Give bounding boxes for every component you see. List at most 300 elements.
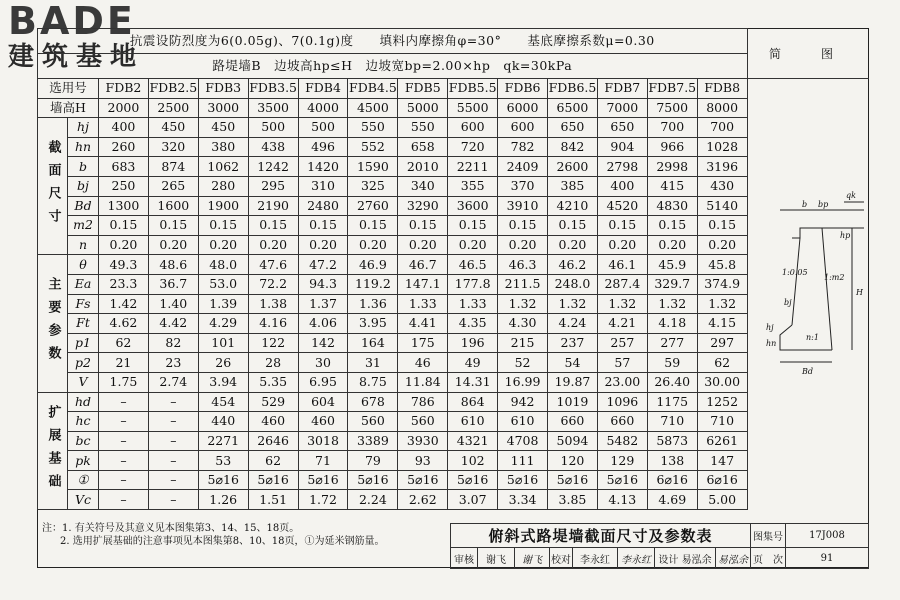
reviewer-signature: 谢飞 [515, 548, 550, 569]
value-cell: 8.75 [348, 372, 398, 392]
value-cell: 295 [248, 176, 298, 196]
value-cell: 59 [647, 353, 697, 373]
value-cell: 658 [398, 137, 448, 157]
value-cell: 2190 [248, 196, 298, 216]
symbol-cell: n [68, 235, 99, 255]
symbol-cell: hn [68, 137, 99, 157]
value-cell: 5⌀16 [597, 470, 647, 490]
value-cell: 610 [448, 412, 498, 432]
value-cell: 400 [597, 176, 647, 196]
value-cell: 0.20 [548, 235, 598, 255]
value-cell: 26.40 [647, 372, 697, 392]
value-cell: 3.34 [498, 490, 548, 510]
value-cell: 4.29 [198, 314, 248, 334]
value-cell: 45.8 [697, 255, 747, 275]
value-cell: 4520 [597, 196, 647, 216]
value-cell: – [148, 451, 198, 471]
value-cell: 280 [198, 176, 248, 196]
value-cell: 454 [198, 392, 248, 412]
value-cell: 1300 [99, 196, 149, 216]
height-cell: 3500 [248, 98, 298, 118]
height-cell: 7500 [647, 98, 697, 118]
table-row [38, 274, 748, 294]
model-header: FDB2 [99, 79, 149, 99]
symbol-cell: θ [68, 255, 99, 275]
value-cell: 4.16 [248, 314, 298, 334]
table-row [38, 470, 748, 490]
value-cell: 62 [99, 333, 149, 353]
value-cell: 0.20 [198, 235, 248, 255]
value-cell: 0.15 [448, 216, 498, 236]
value-cell: 3.95 [348, 314, 398, 334]
value-cell: 1900 [198, 196, 248, 216]
value-cell: 3389 [348, 431, 398, 451]
section-label: 截面尺寸 [38, 118, 68, 255]
value-cell: 16.99 [498, 372, 548, 392]
value-cell: 1062 [198, 157, 248, 177]
value-cell: 529 [248, 392, 298, 412]
symbol-cell: Ea [68, 274, 99, 294]
value-cell: 2760 [348, 196, 398, 216]
value-cell: 3.85 [548, 490, 598, 510]
value-cell: 62 [697, 353, 747, 373]
value-cell: 1.36 [348, 294, 398, 314]
value-cell: 211.5 [498, 274, 548, 294]
symbol-cell: Vc [68, 490, 99, 510]
value-cell: 0.20 [248, 235, 298, 255]
value-cell: 257 [597, 333, 647, 353]
value-cell: – [99, 431, 149, 451]
table-row [38, 353, 748, 373]
value-cell: 1.42 [99, 294, 149, 314]
value-cell: 31 [348, 353, 398, 373]
value-cell: – [99, 392, 149, 412]
symbol-cell: p1 [68, 333, 99, 353]
value-cell: 4.69 [647, 490, 697, 510]
review-label: 审核 [451, 548, 478, 569]
value-cell: 3600 [448, 196, 498, 216]
value-cell: 46.3 [498, 255, 548, 275]
value-cell: 4.06 [298, 314, 348, 334]
model-header: FDB5.5 [448, 79, 498, 99]
value-cell: 4.13 [597, 490, 647, 510]
value-cell: 46.7 [398, 255, 448, 275]
parameter-table [37, 28, 748, 510]
value-cell: 4210 [548, 196, 598, 216]
value-cell: 2271 [198, 431, 248, 451]
value-cell: 5⌀16 [198, 470, 248, 490]
table-row [38, 176, 748, 196]
model-header: FDB8 [697, 79, 747, 99]
symbol-cell: Bd [68, 196, 99, 216]
value-cell: 355 [448, 176, 498, 196]
value-cell: 0.15 [548, 216, 598, 236]
value-cell: 237 [548, 333, 598, 353]
condition-line-1: 抗震设防烈度为6(0.05g)、7(0.1g)度 填料内摩擦角φ=30° 基底摩擦系数μ=0.30 [38, 29, 748, 54]
value-cell: 6261 [697, 431, 747, 451]
value-cell: 710 [697, 412, 747, 432]
value-cell: 842 [548, 137, 598, 157]
value-cell: 250 [99, 176, 149, 196]
value-cell: – [99, 412, 149, 432]
value-cell: 1019 [548, 392, 598, 412]
value-cell: 0.15 [298, 216, 348, 236]
value-cell: 46.2 [548, 255, 598, 275]
value-cell: 550 [398, 118, 448, 138]
value-cell: – [99, 451, 149, 471]
value-cell: 1.39 [198, 294, 248, 314]
value-cell: 0.15 [148, 216, 198, 236]
value-cell: 460 [248, 412, 298, 432]
title-block [450, 523, 869, 569]
value-cell: 450 [148, 118, 198, 138]
value-cell: 1096 [597, 392, 647, 412]
value-cell: 600 [498, 118, 548, 138]
value-cell: 3290 [398, 196, 448, 216]
value-cell: 1.33 [398, 294, 448, 314]
value-cell: 4.35 [448, 314, 498, 334]
check-label: 校对 [550, 548, 573, 569]
value-cell: 0.15 [248, 216, 298, 236]
value-cell: 0.20 [498, 235, 548, 255]
value-cell: 2211 [448, 157, 498, 177]
value-cell: 101 [198, 333, 248, 353]
value-cell: 6.95 [298, 372, 348, 392]
label-b: b [802, 200, 808, 209]
value-cell: 1.32 [647, 294, 697, 314]
value-cell: 0.15 [198, 216, 248, 236]
value-cell: 0.15 [647, 216, 697, 236]
value-cell: 62 [248, 451, 298, 471]
value-cell: 1.38 [248, 294, 298, 314]
value-cell: 0.20 [448, 235, 498, 255]
value-cell: 2798 [597, 157, 647, 177]
value-cell: 0.20 [697, 235, 747, 255]
value-cell: 604 [298, 392, 348, 412]
table-row [38, 196, 748, 216]
value-cell: 14.31 [448, 372, 498, 392]
value-cell: 1.32 [548, 294, 598, 314]
height-cell: 3000 [198, 98, 248, 118]
value-cell: 786 [398, 392, 448, 412]
value-cell: 0.20 [597, 235, 647, 255]
symbol-cell: pk [68, 451, 99, 471]
value-cell: 560 [348, 412, 398, 432]
table-row [38, 333, 748, 353]
page-label: 页 次 [751, 548, 786, 569]
value-cell: 1.33 [448, 294, 498, 314]
value-cell: 3.94 [198, 372, 248, 392]
value-cell: 164 [348, 333, 398, 353]
value-cell: 0.15 [597, 216, 647, 236]
value-cell: 2998 [647, 157, 697, 177]
table-row [38, 137, 748, 157]
value-cell: 2.62 [398, 490, 448, 510]
value-cell: 329.7 [647, 274, 697, 294]
value-cell: 3196 [697, 157, 747, 177]
value-cell: 4830 [647, 196, 697, 216]
value-cell: 19.87 [548, 372, 598, 392]
symbol-cell: hd [68, 392, 99, 412]
value-cell: 2.74 [148, 372, 198, 392]
model-header: FDB7 [597, 79, 647, 99]
value-cell: 4.18 [647, 314, 697, 334]
section-label: 扩展基础 [38, 392, 68, 510]
value-cell: 6⌀16 [697, 470, 747, 490]
value-cell: 610 [498, 412, 548, 432]
value-cell: 4.30 [498, 314, 548, 334]
diagram-title: 简 图 [747, 28, 869, 79]
value-cell: 138 [647, 451, 697, 471]
value-cell: 1420 [298, 157, 348, 177]
value-cell: 552 [348, 137, 398, 157]
value-cell: 1028 [697, 137, 747, 157]
value-cell: 310 [298, 176, 348, 196]
label-bp: bp [818, 200, 829, 209]
value-cell: 0.15 [348, 216, 398, 236]
value-cell: 82 [148, 333, 198, 353]
select-label: 选用号 [38, 79, 99, 99]
value-cell: 782 [498, 137, 548, 157]
label-qk: qk [846, 191, 856, 200]
value-cell: 2010 [398, 157, 448, 177]
value-cell: 54 [548, 353, 598, 373]
value-cell: 48.0 [198, 255, 248, 275]
value-cell: 1.51 [248, 490, 298, 510]
note-1: 注：1. 有关符号及其意义见本图集第3、14、15、18页。 [42, 523, 300, 534]
height-cell: 4000 [298, 98, 348, 118]
value-cell: 277 [647, 333, 697, 353]
value-cell: 415 [647, 176, 697, 196]
value-cell: 683 [99, 157, 149, 177]
value-cell: 380 [198, 137, 248, 157]
value-cell: 53.0 [198, 274, 248, 294]
value-cell: 1.75 [99, 372, 149, 392]
value-cell: 400 [99, 118, 149, 138]
value-cell: 111 [498, 451, 548, 471]
note-2: 2. 选用扩展基础的注意事项见本图集第8、10、18页，①为延米钢筋量。 [60, 536, 385, 547]
value-cell: 46.9 [348, 255, 398, 275]
value-cell: 430 [697, 176, 747, 196]
value-cell: 440 [198, 412, 248, 432]
value-cell: 94.3 [298, 274, 348, 294]
value-cell: 49 [448, 353, 498, 373]
label-ratio1: 1:0.05 [782, 268, 808, 277]
value-cell: 5⌀16 [348, 470, 398, 490]
table-row [38, 118, 748, 138]
value-cell: – [148, 490, 198, 510]
height-cell: 2500 [148, 98, 198, 118]
symbol-cell: hj [68, 118, 99, 138]
section-label: 主要参数 [38, 255, 68, 392]
value-cell: 48.6 [148, 255, 198, 275]
logo-text-sub: 建筑基地 [8, 42, 145, 72]
value-cell: 550 [348, 118, 398, 138]
height-cell: 6500 [548, 98, 598, 118]
design-label: 设计 [658, 554, 679, 566]
height-cell: 6000 [498, 98, 548, 118]
symbol-cell: hc [68, 412, 99, 432]
value-cell: 438 [248, 137, 298, 157]
value-cell: 21 [99, 353, 149, 373]
value-cell: 1242 [248, 157, 298, 177]
value-cell: 678 [348, 392, 398, 412]
value-cell: 46 [398, 353, 448, 373]
value-cell: – [148, 412, 198, 432]
value-cell: 325 [348, 176, 398, 196]
value-cell: 1.72 [298, 490, 348, 510]
value-cell: 1.32 [597, 294, 647, 314]
value-cell: 3.07 [448, 490, 498, 510]
symbol-cell: bc [68, 431, 99, 451]
table-row [38, 372, 748, 392]
wall-front-face [822, 228, 832, 350]
value-cell: 4.62 [99, 314, 149, 334]
value-cell: 320 [148, 137, 198, 157]
value-cell: 5.00 [697, 490, 747, 510]
table-row [38, 314, 748, 334]
value-cell: 660 [597, 412, 647, 432]
value-cell: 864 [448, 392, 498, 412]
value-cell: 23.3 [99, 274, 149, 294]
value-cell: 57 [597, 353, 647, 373]
value-cell: 46.5 [448, 255, 498, 275]
value-cell: 942 [498, 392, 548, 412]
table-row [38, 255, 748, 275]
model-header: FDB7.5 [647, 79, 697, 99]
value-cell: 196 [448, 333, 498, 353]
value-cell: 6⌀16 [647, 470, 697, 490]
symbol-cell: Ft [68, 314, 99, 334]
value-cell: – [99, 490, 149, 510]
model-header: FDB3.5 [248, 79, 298, 99]
designer-signature: 易泓余 [716, 548, 751, 569]
table-row [38, 216, 748, 236]
symbol-cell: ① [68, 470, 99, 490]
value-cell: 0.20 [647, 235, 697, 255]
value-cell: 26 [198, 353, 248, 373]
label-hn: hn [766, 339, 777, 348]
value-cell: 260 [99, 137, 149, 157]
value-cell: 52 [498, 353, 548, 373]
value-cell: 2646 [248, 431, 298, 451]
value-cell: 650 [597, 118, 647, 138]
value-cell: 3930 [398, 431, 448, 451]
model-header: FDB6 [498, 79, 548, 99]
label-n: n:1 [806, 333, 819, 342]
value-cell: 4321 [448, 431, 498, 451]
value-cell: 28 [248, 353, 298, 373]
model-header: FDB6.5 [548, 79, 598, 99]
table-row [38, 412, 748, 432]
symbol-cell: bj [68, 176, 99, 196]
label-bj: bj [784, 298, 792, 307]
value-cell: 11.84 [398, 372, 448, 392]
value-cell: 177.8 [448, 274, 498, 294]
table-row [38, 490, 748, 510]
value-cell: 248.0 [548, 274, 598, 294]
table-row [38, 431, 748, 451]
drawing-title: 俯斜式路堤墙截面尺寸及参数表 [451, 524, 751, 548]
value-cell: 4.15 [697, 314, 747, 334]
value-cell: 5873 [647, 431, 697, 451]
symbol-cell: Fs [68, 294, 99, 314]
table-row [38, 235, 748, 255]
value-cell: 119.2 [348, 274, 398, 294]
value-cell: 3910 [498, 196, 548, 216]
atlas-number: 17J008 [786, 524, 869, 548]
model-header: FDB5 [398, 79, 448, 99]
value-cell: 5482 [597, 431, 647, 451]
model-header: FDB4.5 [348, 79, 398, 99]
wall-section-diagram [760, 180, 870, 380]
value-cell: 2.24 [348, 490, 398, 510]
value-cell: 23.00 [597, 372, 647, 392]
value-cell: 5⌀16 [448, 470, 498, 490]
height-cell: 2000 [99, 98, 149, 118]
value-cell: 5094 [548, 431, 598, 451]
value-cell: 71 [298, 451, 348, 471]
value-cell: 47.2 [298, 255, 348, 275]
value-cell: 1.32 [697, 294, 747, 314]
label-H: H [856, 288, 863, 297]
value-cell: 450 [198, 118, 248, 138]
condition-line-2: 路堤墙B 边坡高hp≤H 边坡宽bp=2.00×hp qk=30kPa [38, 54, 748, 79]
value-cell: – [148, 392, 198, 412]
value-cell: 1.32 [498, 294, 548, 314]
value-cell: – [148, 470, 198, 490]
value-cell: 23 [148, 353, 198, 373]
value-cell: 36.7 [148, 274, 198, 294]
value-cell: 45.9 [647, 255, 697, 275]
value-cell: 93 [398, 451, 448, 471]
value-cell: 370 [498, 176, 548, 196]
value-cell: 700 [697, 118, 747, 138]
value-cell: 460 [298, 412, 348, 432]
value-cell: 1.37 [298, 294, 348, 314]
value-cell: 72.2 [248, 274, 298, 294]
symbol-cell: p2 [68, 353, 99, 373]
value-cell: 3018 [298, 431, 348, 451]
symbol-cell: V [68, 372, 99, 392]
value-cell: 1252 [697, 392, 747, 412]
checker-signature: 李永红 [618, 548, 655, 569]
value-cell: 287.4 [597, 274, 647, 294]
value-cell: 496 [298, 137, 348, 157]
value-cell: 4.21 [597, 314, 647, 334]
value-cell: 0.20 [398, 235, 448, 255]
page-number: 91 [786, 548, 869, 569]
label-hp: hp [840, 231, 851, 240]
value-cell: 147.1 [398, 274, 448, 294]
value-cell: 147 [697, 451, 747, 471]
value-cell: 5⌀16 [498, 470, 548, 490]
value-cell: 79 [348, 451, 398, 471]
value-cell: 30 [298, 353, 348, 373]
symbol-cell: b [68, 157, 99, 177]
value-cell: 0.20 [298, 235, 348, 255]
value-cell: 0.20 [148, 235, 198, 255]
value-cell: 720 [448, 137, 498, 157]
logo-text-main: BADE [8, 0, 136, 43]
value-cell: 265 [148, 176, 198, 196]
value-cell: 0.20 [348, 235, 398, 255]
value-cell: 385 [548, 176, 598, 196]
value-cell: 30.00 [697, 372, 747, 392]
value-cell: 2600 [548, 157, 598, 177]
model-header: FDB3 [198, 79, 248, 99]
value-cell: 5⌀16 [298, 470, 348, 490]
